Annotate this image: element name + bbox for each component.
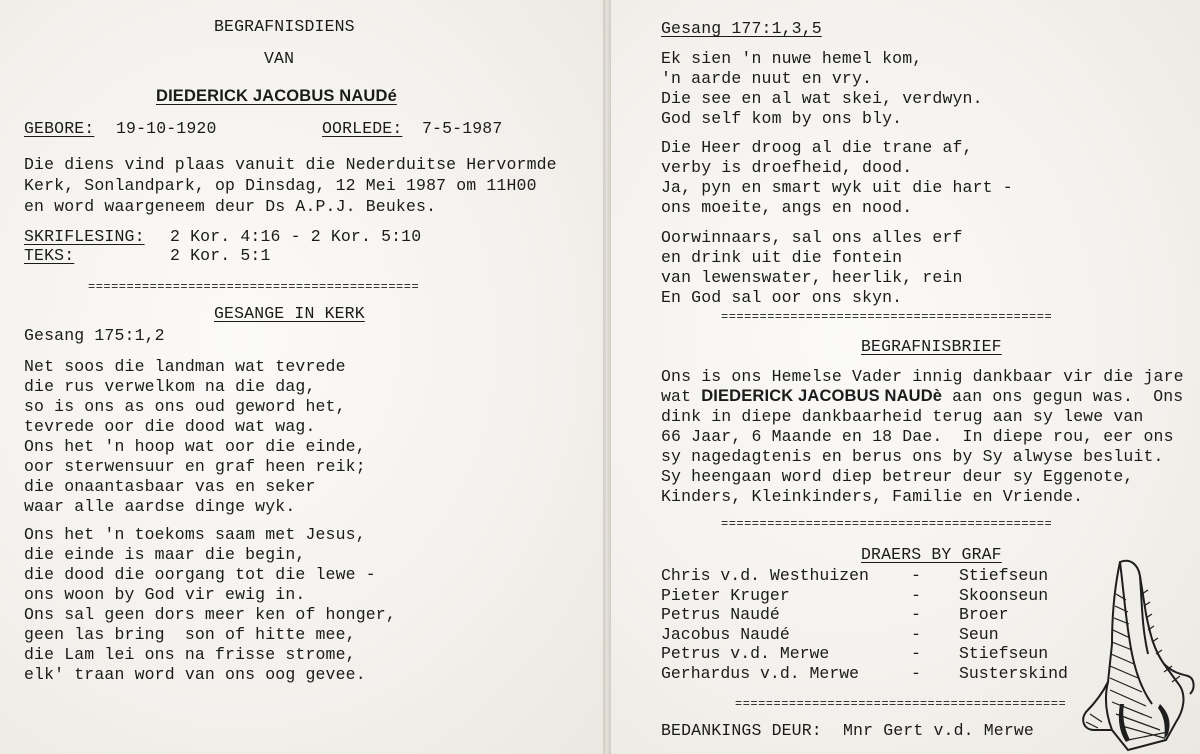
service-title-van: VAN	[264, 49, 295, 68]
verse-line: 'n aarde nuut en vry.	[661, 69, 873, 88]
verse-line: God self kom by ons bly.	[661, 109, 903, 128]
separator: ===========================================	[721, 518, 1053, 530]
bearer-dash: -	[911, 566, 921, 585]
service-title: BEGRAFNISDIENS	[214, 17, 355, 36]
deceased-name-inline: DIEDERICK JACOBUS NAUDè	[701, 387, 943, 405]
verse-line: die dood die oorgang tot die lewe -	[24, 565, 376, 584]
letter-line: Kinders, Kleinkinders, Familie en Vriende.	[661, 487, 1084, 506]
bearer-dash: -	[911, 663, 921, 683]
letter-line: Sy heengaan word diep betreur deur sy Eggenote,	[661, 467, 1134, 486]
bearer-dash: -	[911, 624, 921, 644]
letter-line: dink in diepe dankbaarheid terug aan sy lewe van	[661, 407, 1144, 426]
table-row	[661, 585, 1081, 605]
separator: ===========================================	[88, 281, 420, 293]
letter-line: wat DIEDERICK JACOBUS NAUDè aan ons gegun was. Ons	[661, 387, 1184, 406]
verse-line: verby is droefheid, dood.	[661, 158, 913, 177]
bearer-name: Petrus Naudé	[661, 605, 780, 624]
deceased-name: DIEDERICK JACOBUS NAUDé	[156, 87, 397, 105]
bearer-relation: Susterskind	[959, 663, 1068, 683]
text-label: TEKS:	[24, 246, 75, 265]
verse-line: die Lam lei ons na frisse strome,	[24, 645, 356, 664]
table-row	[661, 624, 1081, 644]
verse-line: Net soos die landman wat tevrede	[24, 357, 346, 376]
verse-line: die einde is maar die begin,	[24, 545, 306, 564]
letter-line: 66 Jaar, 6 Maande en 18 Dae. In diepe rou, eer ons	[661, 427, 1174, 446]
table-row	[661, 643, 1081, 663]
verse-line: Ons sal geen dors meer ken of honger,	[24, 605, 396, 624]
verse-line: so is ons as ons oud geword het,	[24, 397, 346, 416]
bearer-name: Petrus v.d. Merwe	[661, 644, 830, 663]
right-page	[611, 0, 1200, 754]
bearers-heading: DRAERS BY GRAF	[861, 545, 1002, 564]
scripture-label: SKRIFLESING:	[24, 227, 145, 246]
bearer-name: Gerhardus v.d. Merwe	[661, 663, 860, 683]
verse-line: ons moeite, angs en nood.	[661, 198, 913, 217]
died-date: 7-5-1987	[422, 119, 503, 138]
bearer-dash: -	[911, 605, 921, 624]
verse-line: Ja, pyn en smart wyk uit die hart -	[661, 178, 1013, 197]
verse-line: Ek sien 'n nuwe hemel kom,	[661, 49, 923, 68]
verse-line: Ons het 'n toekoms saam met Jesus,	[24, 525, 366, 544]
hymn-title: Gesang 175:1,2	[24, 326, 165, 345]
bearer-name: Pieter Kruger	[661, 585, 790, 605]
verse-line: van lewenswater, heerlik, rein	[661, 268, 963, 287]
table-row	[661, 663, 1081, 683]
service-line: Die diens vind plaas vanuit die Nederduitse Hervormde	[24, 155, 557, 174]
bearer-dash: -	[911, 585, 921, 605]
scripture-value: 2 Kor. 4:16 - 2 Kor. 5:10	[170, 227, 422, 246]
born-date: 19-10-1920	[116, 119, 217, 138]
text-value: 2 Kor. 5:1	[170, 246, 271, 265]
page-fold	[603, 0, 611, 754]
died-label: OORLEDE:	[322, 119, 403, 138]
verse-line: En God sal oor ons skyn.	[661, 288, 903, 307]
praying-hands-icon	[1068, 554, 1198, 754]
verse-line: Ons het 'n hoop wat oor die einde,	[24, 437, 366, 456]
bearer-relation: Stiefseun	[959, 566, 1049, 585]
hymn-title: Gesang 177:1,3,5	[661, 19, 822, 38]
verse-line: geen las bring son of hitte mee,	[24, 625, 356, 644]
bearer-relation: Skoonseun	[959, 585, 1049, 605]
born-label: GEBORE:	[24, 119, 95, 138]
verse-line: Oorwinnaars, sal ons alles erf	[661, 228, 963, 247]
bearer-relation: Seun	[959, 624, 999, 644]
bearer-relation: Stiefseun	[959, 644, 1049, 663]
verse-line: ons woon by God vir ewig in.	[24, 585, 306, 604]
bearers-table	[661, 565, 1081, 682]
separator: ===========================================	[735, 698, 1067, 710]
verse-line: Die Heer droog al die trane af,	[661, 138, 973, 157]
separator: ===========================================	[721, 311, 1053, 323]
letter-line: Ons is ons Hemelse Vader innig dankbaar vir die jare	[661, 367, 1184, 386]
bearer-relation: Broer	[959, 605, 1009, 624]
service-line: Kerk, Sonlandpark, op Dinsdag, 12 Mei 1987 om 11H00	[24, 176, 537, 195]
thanks-label: BEDANKINGS DEUR:	[661, 721, 822, 740]
verse-line: en drink uit die fontein	[661, 248, 903, 267]
verse-line: die rus verwelkom na die dag,	[24, 377, 316, 396]
verse-line: tevrede oor die dood wat wag.	[24, 417, 316, 436]
bearer-name: Jacobus Naudé	[661, 624, 790, 644]
service-line: en word waargeneem deur Ds A.P.J. Beukes.	[24, 197, 437, 216]
bearer-dash: -	[911, 644, 921, 663]
table-row	[661, 565, 1081, 585]
bearer-name: Chris v.d. Westhuizen	[661, 566, 869, 585]
hymns-heading: GESANGE IN KERK	[214, 304, 365, 323]
letter-line: sy nagedagtenis en berus ons by Sy alwyse besluit.	[661, 447, 1164, 466]
verse-line: die onaantasbaar vas en seker	[24, 477, 316, 496]
verse-line: Die see en al wat skei, verdwyn.	[661, 89, 983, 108]
table-row	[661, 604, 1081, 624]
thanks-value: Mnr Gert v.d. Merwe	[843, 721, 1034, 740]
verse-line: waar alle aardse dinge wyk.	[24, 497, 296, 516]
verse-line: oor sterwensuur en graf heen reik;	[24, 457, 366, 476]
letter-heading: BEGRAFNISBRIEF	[861, 337, 1002, 356]
verse-line: elk' traan word van ons oog gevee.	[24, 665, 366, 684]
